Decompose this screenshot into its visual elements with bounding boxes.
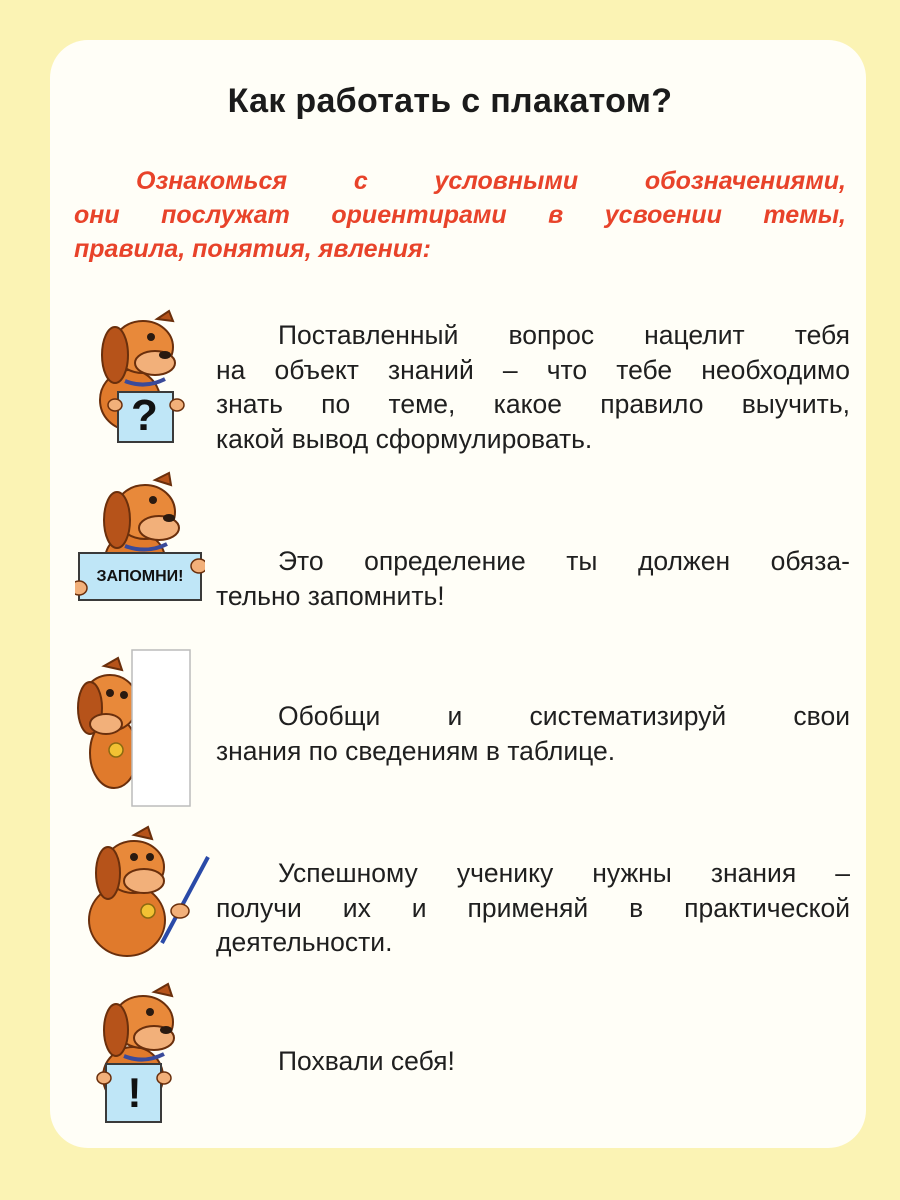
intro-line: правила, понятия, явления: [74, 235, 432, 263]
dog-with-pointer-icon [72, 825, 212, 965]
item-text-remember [216, 544, 850, 613]
text-line: знания по сведениям в таблице. [216, 735, 616, 766]
exclamation-sign: ! [127, 1069, 142, 1116]
text-line: Это определение ты должен обяза- [278, 546, 850, 576]
remember-sign: ЗАПОМНИ! [96, 567, 184, 585]
text-line: на объект знаний – что тебе необходимо [216, 354, 850, 385]
text-line: Успешному ученику нужны знания – [278, 858, 850, 888]
item-text-pointer [216, 856, 850, 960]
intro-line: Ознакомься с условными обозначениями, [136, 167, 846, 195]
text-line: Обобщи и систематизируй свои [278, 701, 850, 731]
question-sign: ? [131, 390, 158, 440]
text-line: деятельности. [216, 927, 393, 957]
intro-line: они послужат ориентирами в усвоении темы, [74, 201, 846, 229]
text-line: Похвали себя! [278, 1046, 455, 1076]
text-line: какой вывод сформулировать. [216, 423, 593, 454]
text-line: Поставленный вопрос нацелит тебя [278, 320, 850, 350]
text-line: получи их и применяй в практической [216, 892, 850, 923]
item-text-praise [216, 1044, 850, 1079]
dog-peeking-from-table-icon [72, 648, 192, 808]
text-line: знать по теме, какое правило выучить, [216, 389, 850, 419]
text-line: тельно запомнить! [216, 580, 445, 611]
page-title: Как работать с плакатом? [227, 82, 673, 120]
intro-paragraph [74, 164, 846, 266]
item-text-question [216, 318, 850, 456]
item-text-table [216, 699, 850, 768]
